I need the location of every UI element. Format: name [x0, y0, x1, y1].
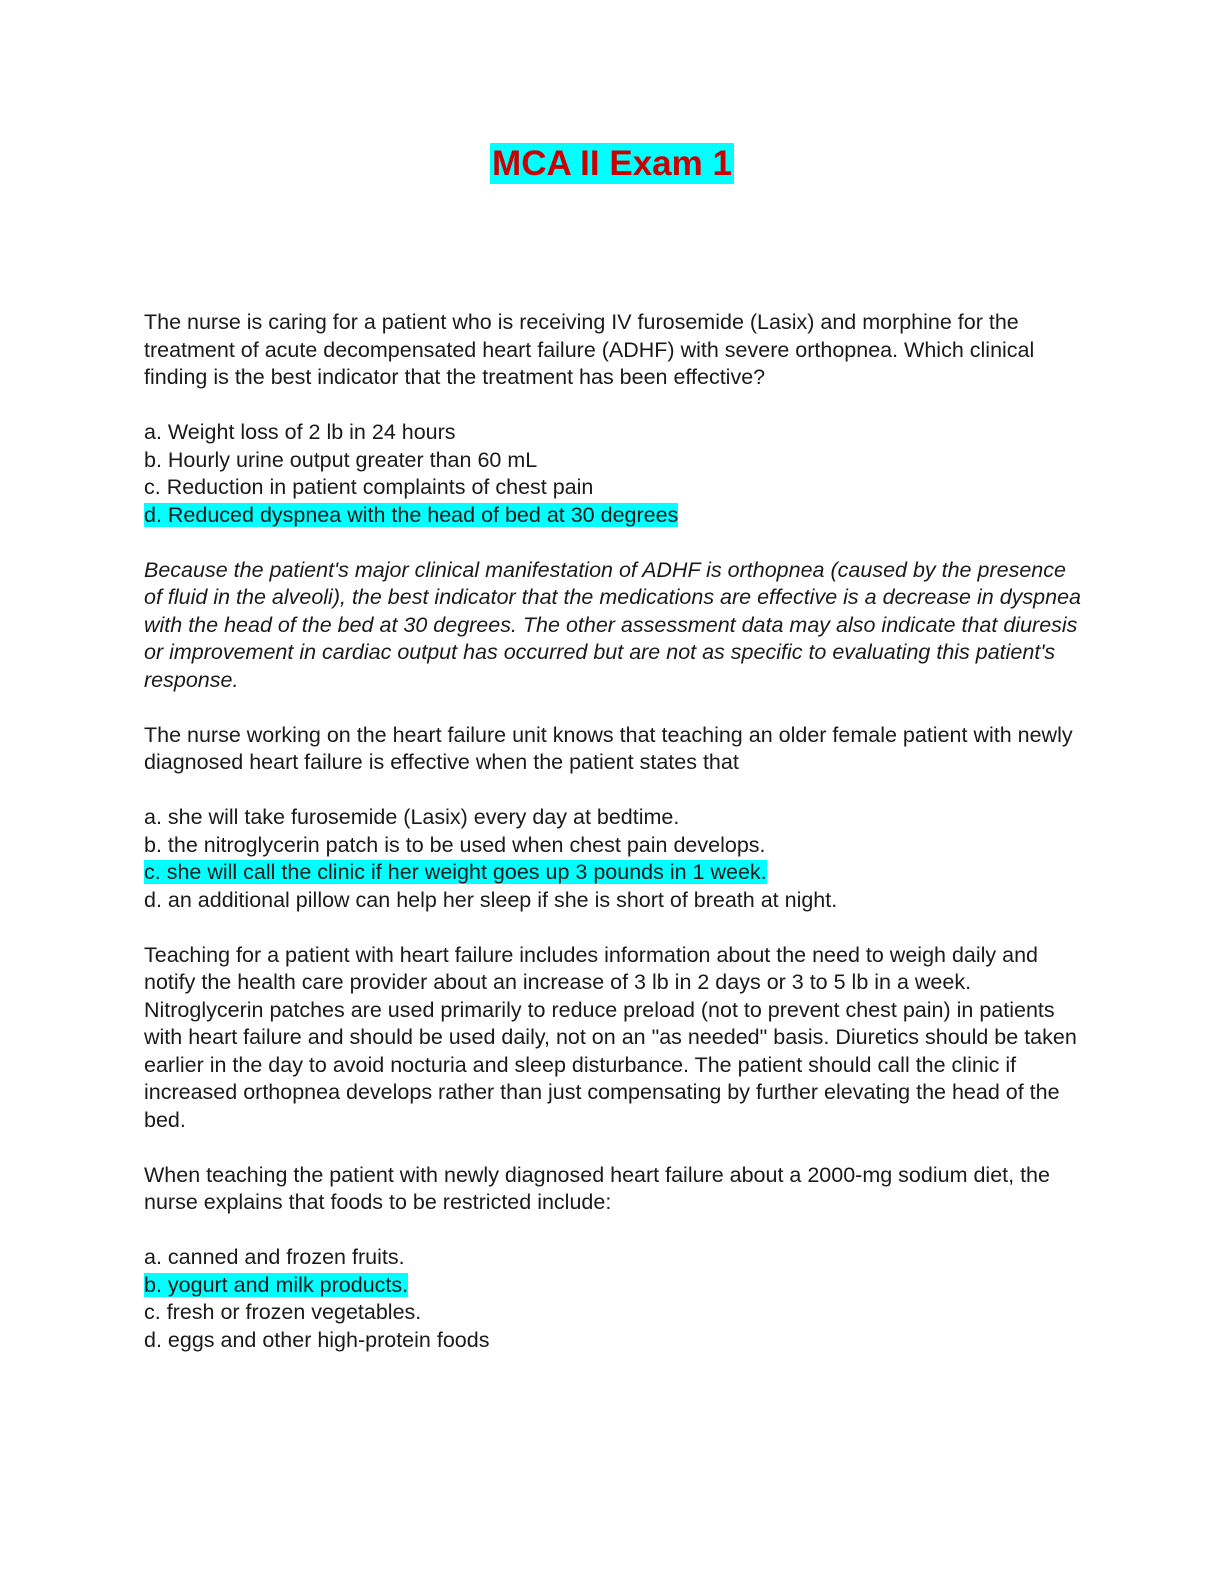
document-body — [144, 309, 1084, 1354]
correct-answer-highlight: c. she will call the clinic if her weight goes up 3 pounds in 1 week. — [144, 860, 767, 884]
answer-option-b-correct — [144, 1272, 1084, 1300]
answer-options — [144, 419, 1084, 529]
answer-option-c: c. Reduction in patient complaints of chest pain — [144, 475, 594, 499]
answer-options — [144, 1244, 1084, 1354]
title-container — [0, 143, 1224, 184]
answer-option-d: d. eggs and other high-protein foods — [144, 1327, 490, 1352]
answer-option-c: c. fresh or frozen vegetables. — [144, 1300, 422, 1324]
question-3 — [144, 1162, 1084, 1355]
answer-option-a: a. she will take furosemide (Lasix) every day at bedtime. — [144, 805, 680, 829]
rationale: Because the patient's major clinical manifestation of ADHF is orthopnea (caused by the presence of fluid in the alveoli), the best indicator that the medications are effective is a decrease in dyspnea with the head of the bed at 30 degrees. The other assessment data may also indicate that diuresis or improvement in cardiac output has occurred but are not as specific to evaluating this patient's response. — [144, 557, 1081, 692]
answer-option-b: b. the nitroglycerin patch is to be used when chest pain develops. — [144, 832, 766, 857]
question-stem: The nurse working on the heart failure unit knows that teaching an older female patient with newly diagnosed heart failure is effective when the patient states that — [144, 722, 1073, 774]
question-stem: The nurse is caring for a patient who is receiving IV furosemide (Lasix) and morphine for the treatment of acute decompensated heart failure (ADHF) with severe orthopnea. Which clinical finding is the best indicator that the treatment has been effective? — [144, 310, 1035, 389]
answer-option-d: d. an additional pillow can help her sleep if she is short of breath at night. — [144, 887, 838, 912]
question-1 — [144, 309, 1084, 694]
page-title: MCA II Exam 1 — [492, 144, 732, 183]
answer-option-a: a. Weight loss of 2 lb in 24 hours — [144, 420, 456, 444]
correct-answer-highlight: d. Reduced dyspnea with the head of bed at 30 degrees — [144, 502, 679, 527]
question-stem: When teaching the patient with newly diagnosed heart failure about a 2000-mg sodium diet, the nurse explains that foods to be restricted include: — [144, 1162, 1050, 1214]
answer-option-a: a. canned and frozen fruits. — [144, 1245, 405, 1269]
answer-option-d-correct — [144, 502, 1084, 530]
answer-option-c-correct — [144, 859, 1084, 887]
answer-options — [144, 804, 1084, 914]
question-2 — [144, 722, 1084, 1135]
correct-answer-highlight: b. yogurt and milk products. — [144, 1272, 409, 1297]
answer-option-b: b. Hourly urine output greater than 60 mL — [144, 447, 538, 472]
rationale: Teaching for a patient with heart failure includes information about the need to weigh daily and notify the health care provider about an increase of 3 lb in 2 days or 3 to 5 lb in a week. Nitroglycerin patches are used primarily to reduce preload (not to prevent chest pain) in patients with heart failure and should be used daily, not on an "as needed" basis. Diuretics should be taken earlier in the day to avoid nocturia and sleep disturbance. The patient should call the clinic if increased orthopnea develops rather than just compensating by further elevating the head of the bed. — [144, 942, 1077, 1132]
